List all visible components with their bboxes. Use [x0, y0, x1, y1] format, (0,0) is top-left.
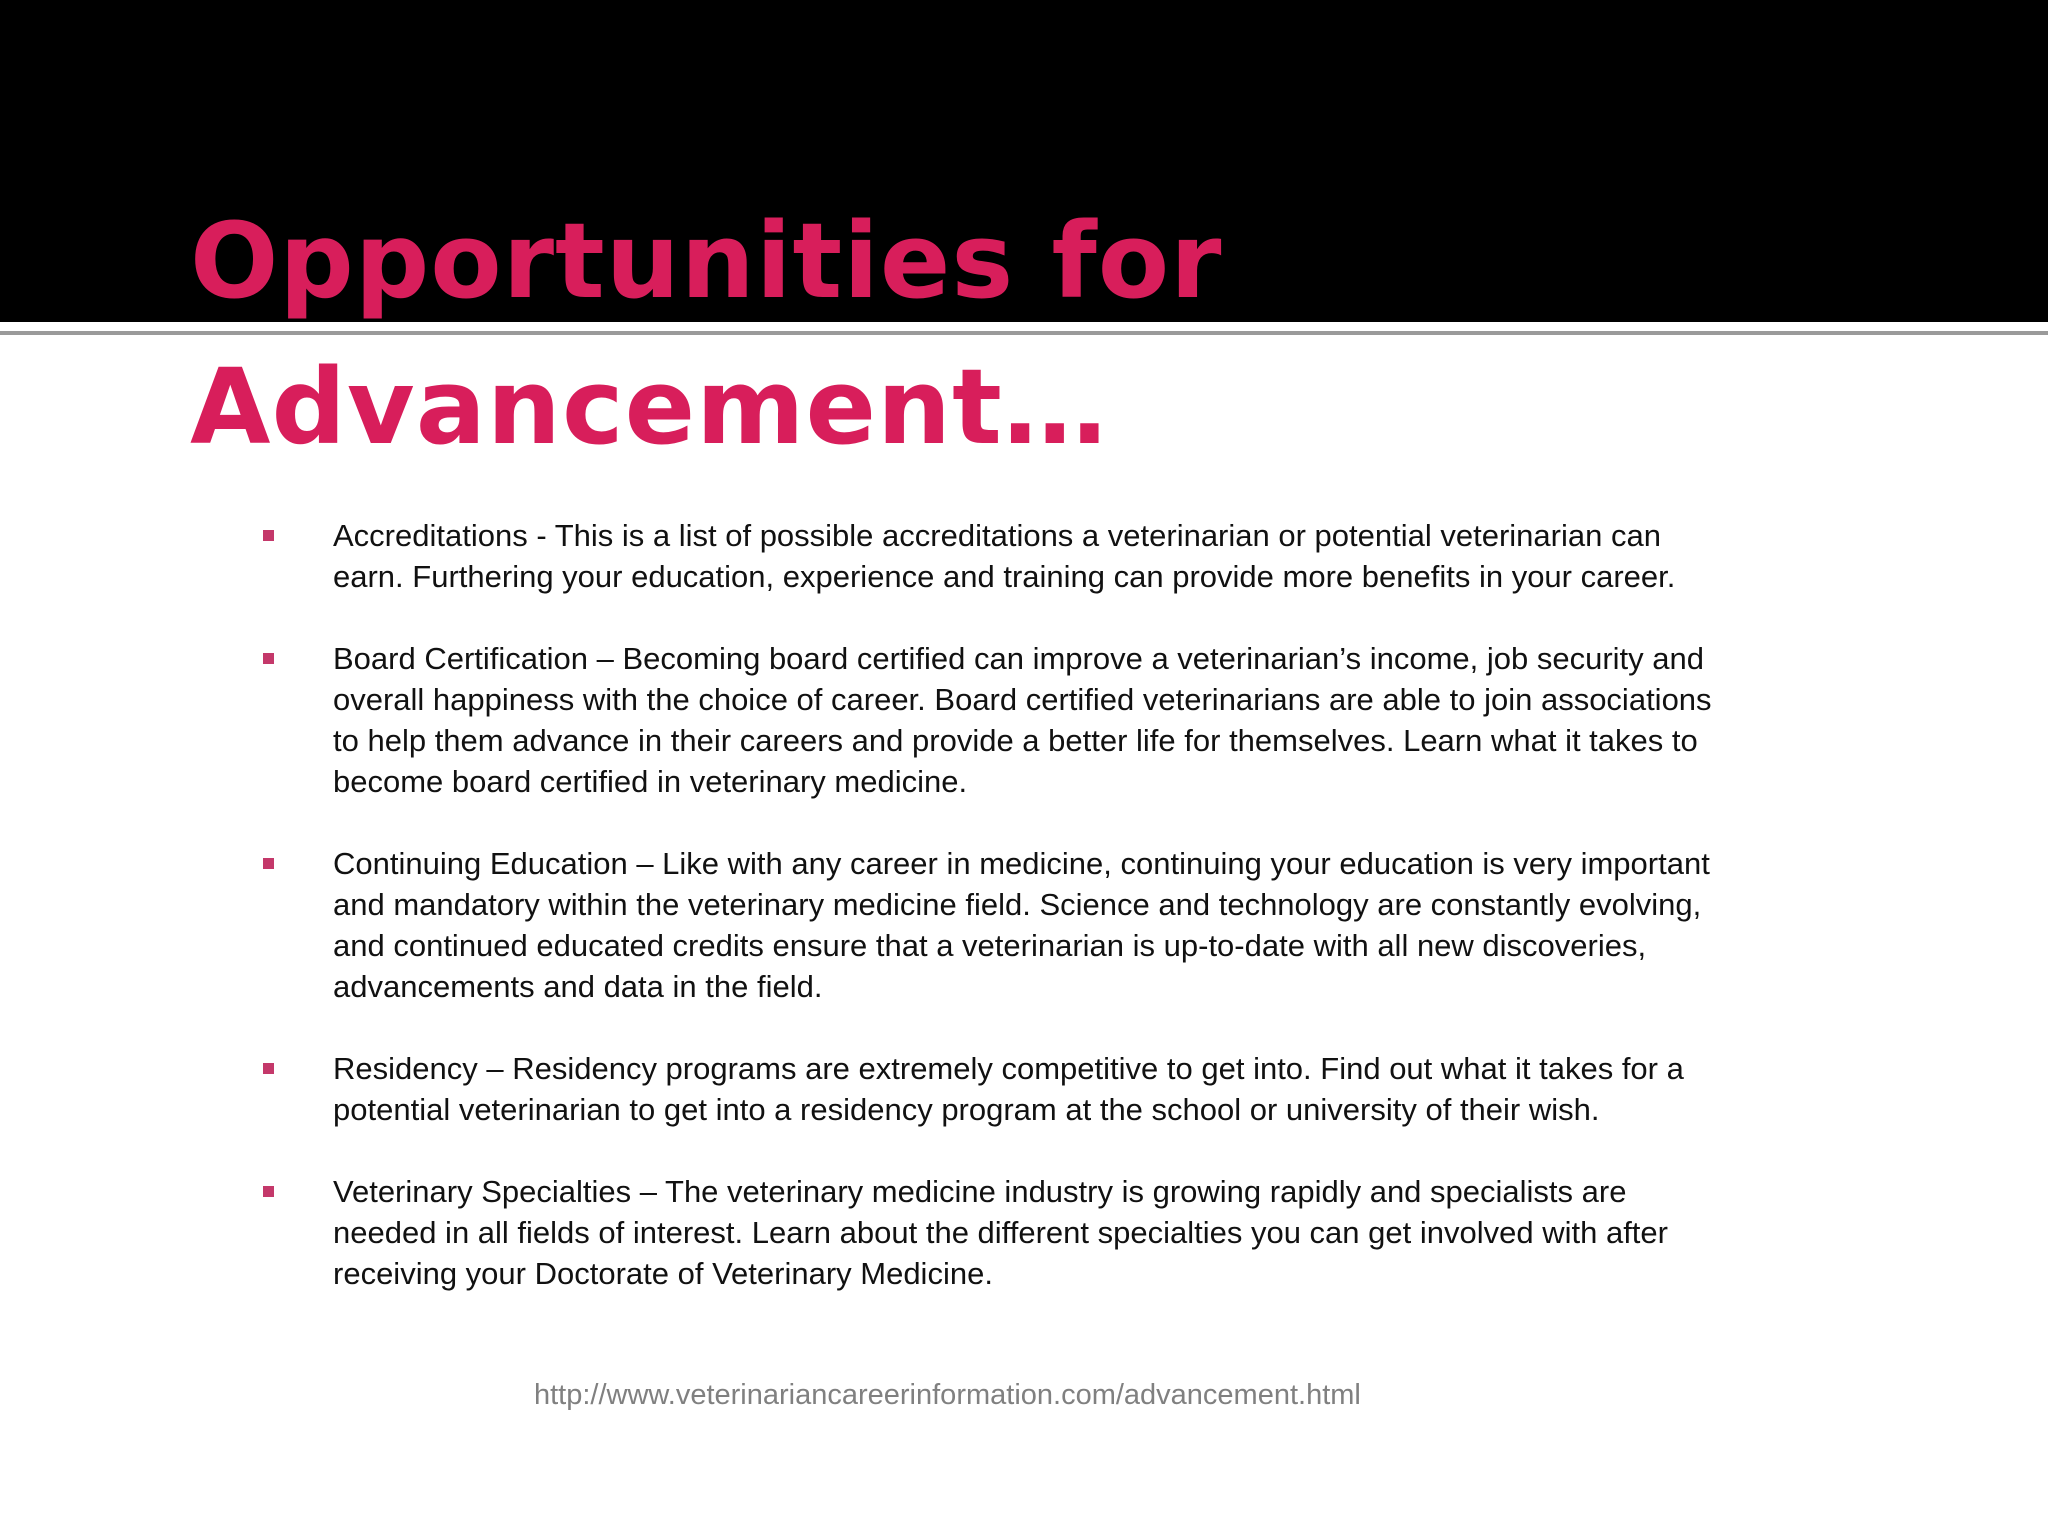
bullet-item-continuing-education [258, 843, 1718, 1007]
square-bullet-icon [263, 1186, 274, 1197]
source-url: http://www.veterinariancareerinformation.com/advancement.html [534, 1379, 1361, 1411]
bullet-text: Board Certification – Becoming board certified can improve a veterinarian’s income, job security and overall happiness with the choice of career. Board certified veterinarians are able to join associations to help them advance in their careers and provide a better life for themselves. Learn what it takes to become board certified in veterinary medicine. [333, 641, 1712, 799]
bullet-text: Accreditations - This is a list of possible accreditations a veterinarian or potential veterinarian can earn. Furthering your education, experience and training can provide more benefits in your career. [333, 518, 1676, 594]
slide-title-line-2: Advancement… [190, 346, 1108, 468]
bullet-text: Continuing Education – Like with any career in medicine, continuing your education is very important and mandatory within the veterinary medicine field. Science and technology are constantly evolving, and continued educated credits ensure that a veterinarian is up-to-date with all new discoveries, advancements and data in the field. [333, 846, 1710, 1004]
slide-title [190, 188, 1390, 480]
bullet-item-veterinary-specialties [258, 1171, 1718, 1294]
square-bullet-icon [263, 653, 274, 664]
bullet-text: Residency – Residency programs are extremely competitive to get into. Find out what it takes for a potential veterinarian to get into a residency program at the school or university of their wish. [333, 1051, 1684, 1127]
bullet-text: Veterinary Specialties – The veterinary medicine industry is growing rapidly and specialists are needed in all fields of interest. Learn about the different specialties you can get involved with after receiving your Doctorate of Veterinary Medicine. [333, 1174, 1668, 1291]
square-bullet-icon [263, 858, 274, 869]
square-bullet-icon [263, 530, 274, 541]
bullet-list [258, 515, 1718, 1335]
bullet-item-accreditations [258, 515, 1718, 597]
bullet-item-residency [258, 1048, 1718, 1130]
slide-title-line-1: Opportunities for [190, 200, 1223, 322]
square-bullet-icon [263, 1063, 274, 1074]
bullet-item-board-certification [258, 638, 1718, 802]
